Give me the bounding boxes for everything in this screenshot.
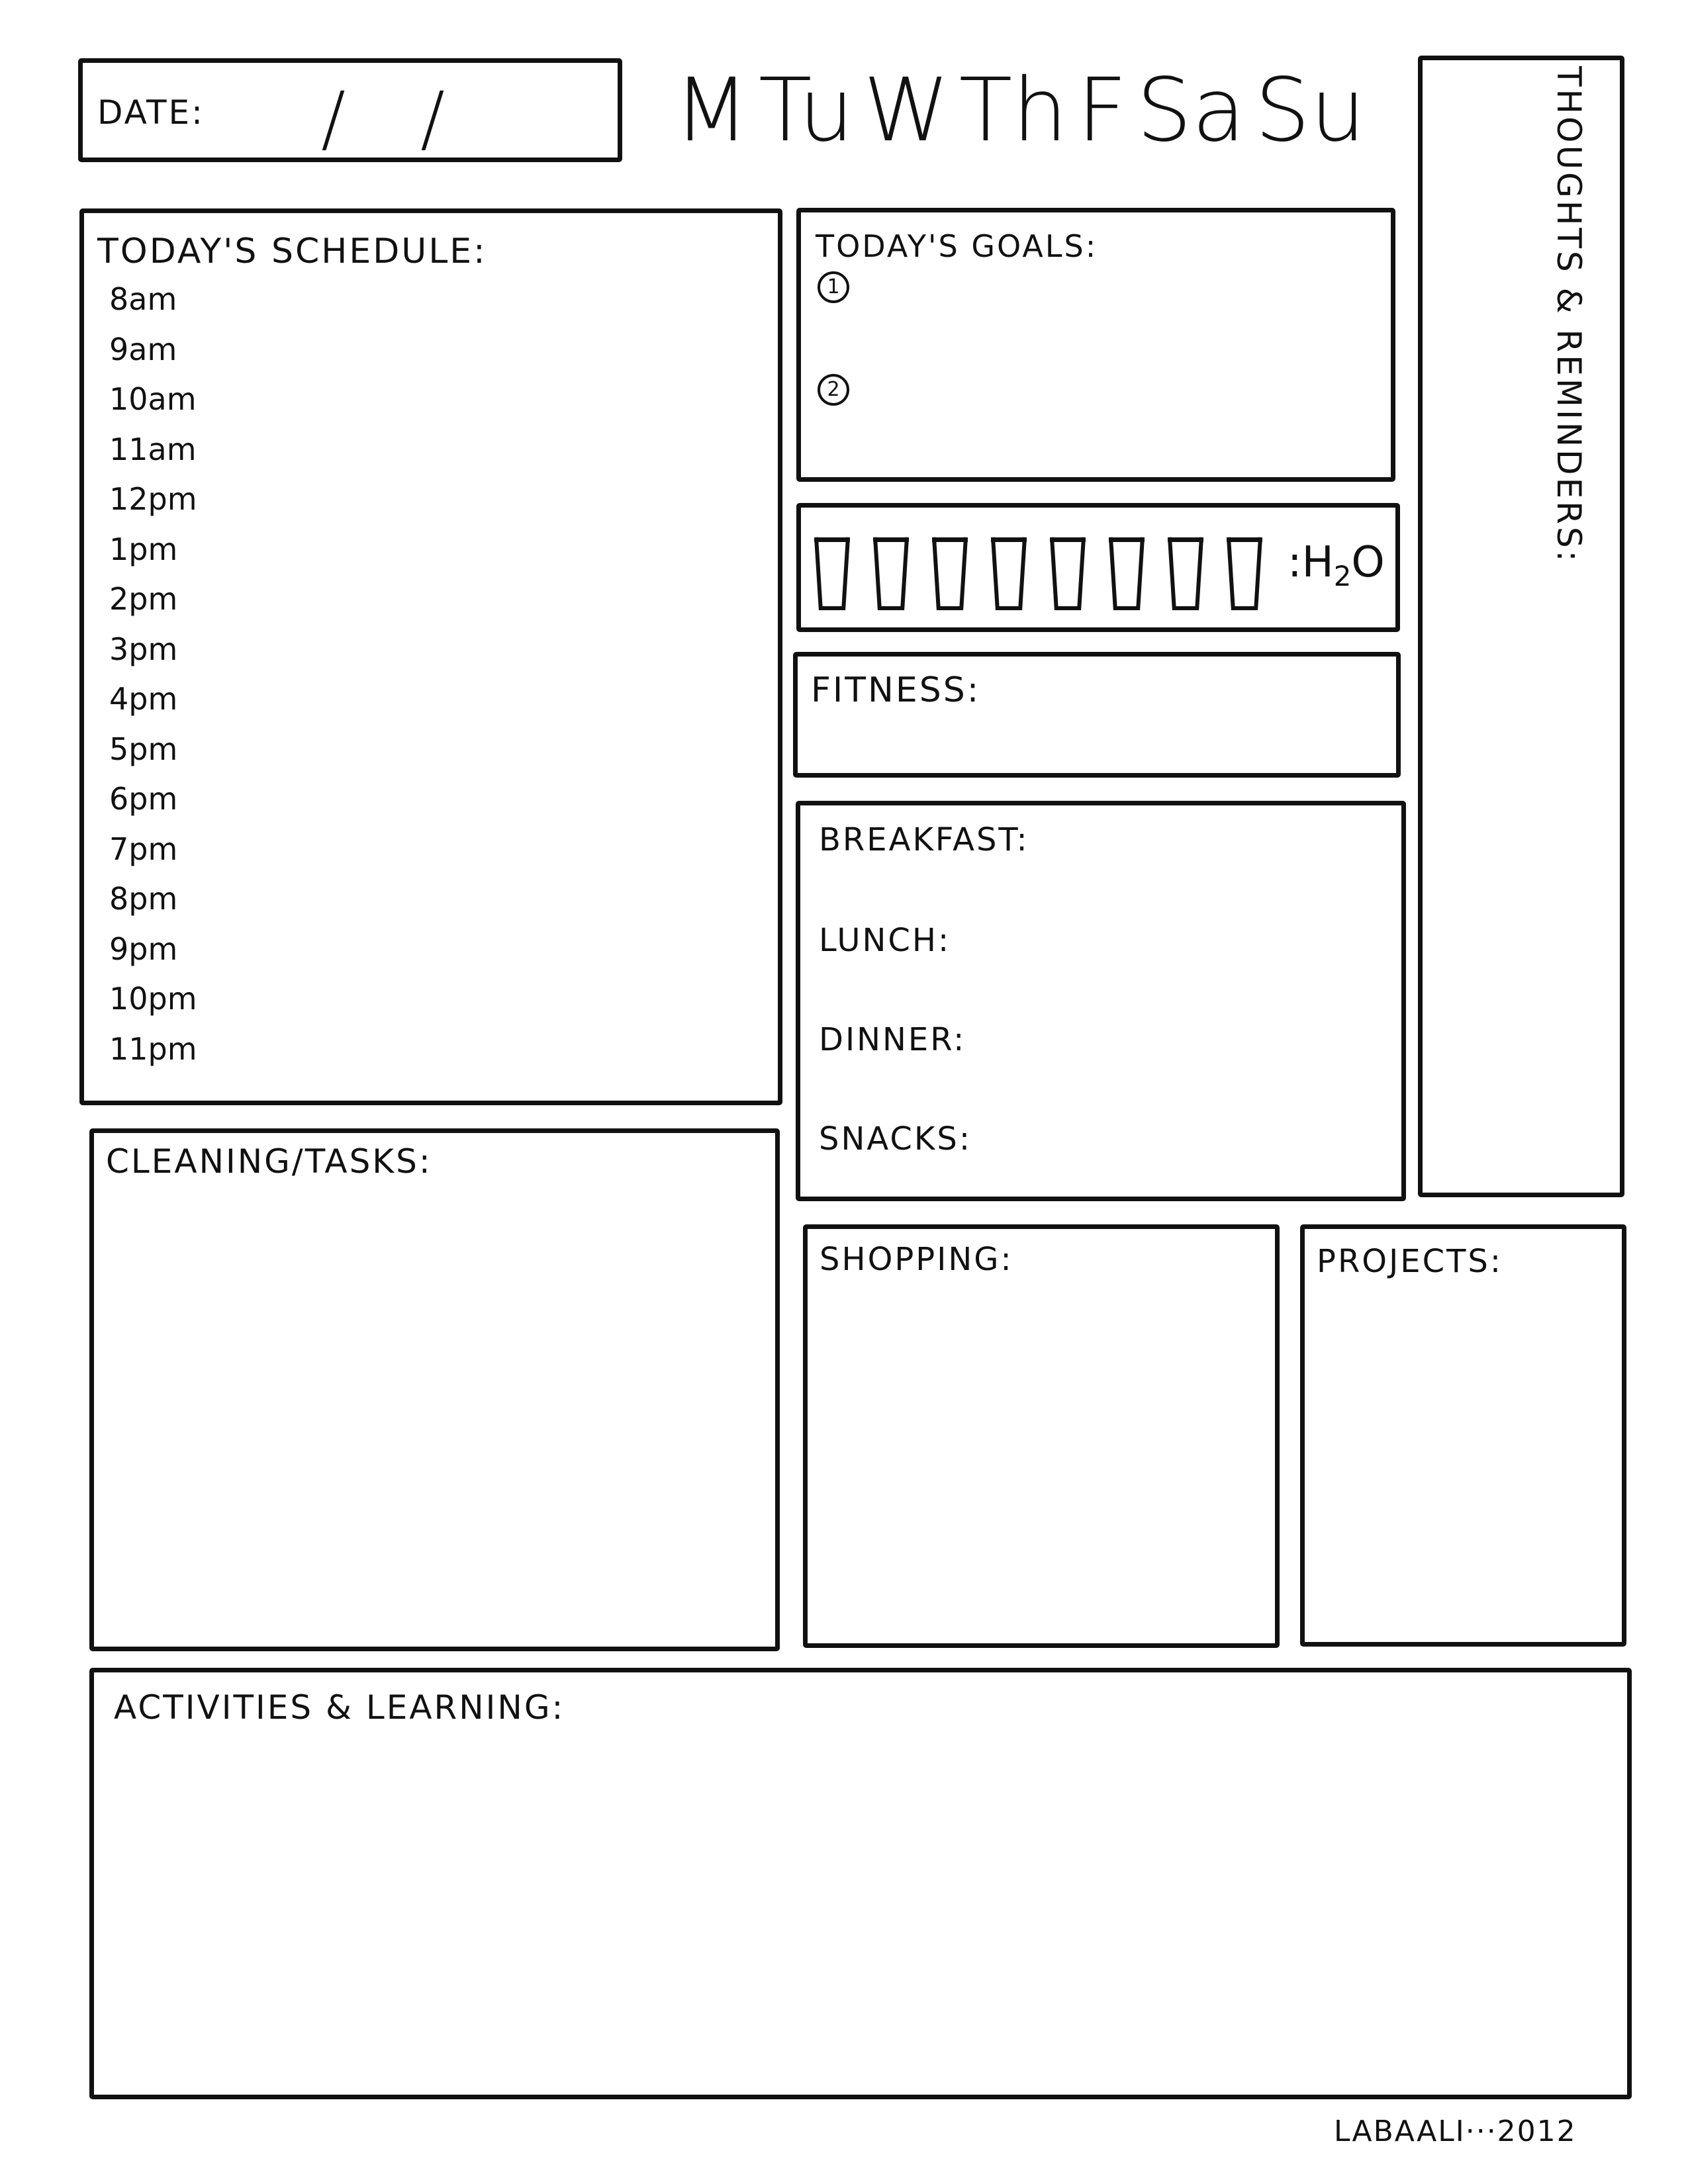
lunch-label: LUNCH: xyxy=(819,922,951,959)
shopping-box xyxy=(803,1224,1280,1648)
cleaning-tasks-box xyxy=(89,1128,780,1651)
water-cup-icon[interactable] xyxy=(1050,537,1086,610)
time-slot[interactable]: 4pm xyxy=(109,681,178,717)
time-slot[interactable]: 10pm xyxy=(109,981,197,1017)
day-friday[interactable]: F xyxy=(1076,60,1127,161)
time-slot[interactable]: 10am xyxy=(109,381,197,417)
time-slot[interactable]: 12pm xyxy=(109,481,197,517)
activities-learning-box xyxy=(89,1668,1632,2099)
projects-box xyxy=(1300,1224,1626,1647)
time-slot[interactable]: 5pm xyxy=(109,731,178,767)
time-slot[interactable]: 11pm xyxy=(109,1030,197,1067)
time-slot[interactable]: 2pm xyxy=(109,581,178,617)
meals-box xyxy=(796,801,1406,1201)
water-cup-icon[interactable] xyxy=(873,537,909,610)
water-cup-icon[interactable] xyxy=(1168,537,1203,610)
time-slot[interactable]: 8am xyxy=(109,281,177,317)
day-thursday[interactable]: Th xyxy=(959,60,1068,161)
goal-number-1: 1 xyxy=(818,271,849,303)
water-label-subscript: 2 xyxy=(1333,560,1352,592)
water-cup-icon[interactable] xyxy=(1109,537,1145,610)
date-separator-1: / xyxy=(321,76,346,161)
breakfast-label: BREAKFAST: xyxy=(819,821,1029,858)
day-saturday[interactable]: Sa xyxy=(1136,60,1246,161)
day-tuesday[interactable]: Tu xyxy=(758,60,855,161)
signature: LABAALI···2012 xyxy=(1334,2115,1577,2148)
schedule-time-list xyxy=(109,275,197,1074)
day-sunday[interactable]: Su xyxy=(1254,60,1366,161)
date-separator-2: / xyxy=(420,76,445,161)
date-label: DATE: xyxy=(97,93,205,132)
water-cup-icon[interactable] xyxy=(991,537,1027,610)
water-label-suffix: O xyxy=(1351,538,1385,587)
fitness-title: FITNESS: xyxy=(811,670,981,710)
date-box xyxy=(78,58,622,162)
snacks-label: SNACKS: xyxy=(819,1120,972,1158)
thoughts-reminders-box xyxy=(1418,56,1624,1197)
time-slot[interactable]: 11am xyxy=(109,431,197,467)
water-cup-icon[interactable] xyxy=(932,537,968,610)
time-slot[interactable]: 3pm xyxy=(109,631,178,667)
time-slot[interactable]: 9am xyxy=(109,331,177,367)
day-monday[interactable]: M xyxy=(674,60,749,161)
water-cups xyxy=(814,537,1262,610)
projects-title: PROJECTS: xyxy=(1317,1243,1503,1280)
water-label xyxy=(1288,538,1385,592)
time-slot[interactable]: 8pm xyxy=(109,881,178,917)
time-slot[interactable]: 9pm xyxy=(109,931,178,967)
dinner-label: DINNER: xyxy=(819,1021,966,1058)
goals-title: TODAY'S GOALS: xyxy=(816,228,1098,264)
day-wednesday[interactable]: W xyxy=(863,60,950,161)
time-slot[interactable]: 6pm xyxy=(109,781,178,817)
thoughts-reminders-title: THOUGHTS & REMINDERS: xyxy=(1550,66,1588,565)
time-slot[interactable]: 1pm xyxy=(109,531,178,567)
day-of-week-row xyxy=(674,61,1366,160)
shopping-title: SHOPPING: xyxy=(820,1241,1013,1278)
time-slot[interactable]: 7pm xyxy=(109,831,178,867)
goal-number-2: 2 xyxy=(818,374,849,406)
activities-learning-title: ACTIVITIES & LEARNING: xyxy=(114,1688,565,1727)
schedule-title: TODAY'S SCHEDULE: xyxy=(97,232,487,271)
water-cup-icon[interactable] xyxy=(1227,537,1262,610)
water-label-prefix: :H xyxy=(1288,538,1334,587)
goals-box xyxy=(796,208,1395,482)
cleaning-tasks-title: CLEANING/TASKS: xyxy=(106,1142,432,1181)
fitness-box xyxy=(793,652,1401,778)
water-cup-icon[interactable] xyxy=(814,537,850,610)
